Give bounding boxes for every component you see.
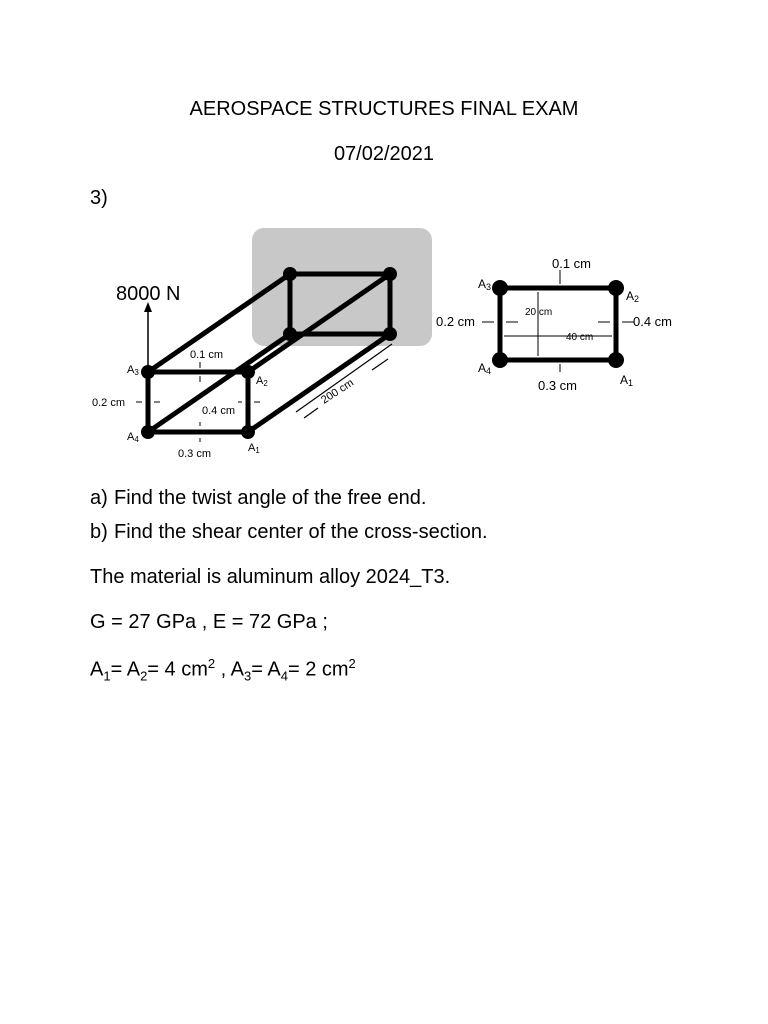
- areas-statement: $A_1= A_2= 4$ $cm^2$ , $A_3= A_4= 2$ $cm^2$: [90, 656, 356, 684]
- fixed-wall: [252, 228, 432, 346]
- part-b-label: b): [90, 521, 108, 543]
- part-a-label: a): [90, 487, 108, 509]
- cs-left-thickness: 0.2 cm: [436, 314, 476, 329]
- question-number: 3): [90, 187, 108, 209]
- left-side-thickness: 0.2 cm: [92, 397, 126, 409]
- exam-title: AEROSPACE STRUCTURES FINAL EXAM: [189, 98, 579, 120]
- material-statement: The material is aluminum alloy 2024_T3.: [90, 566, 451, 588]
- cs-right-thickness: 0.4 cm: [633, 314, 673, 329]
- cs-a1-label: A1: [620, 373, 634, 388]
- part-b-text: Find the shear center of the cross-section.: [114, 521, 488, 543]
- left-a1-label: A1: [248, 442, 260, 455]
- left-a2-label: A2: [256, 375, 268, 388]
- cs-height: 20 cm: [525, 307, 553, 318]
- left-a3-label: A3: [127, 364, 139, 377]
- cross-section-booms: [492, 280, 624, 368]
- moduli-statement: G = 27 GPa , E = 72 GPa ;: [90, 611, 328, 633]
- cs-a4-label: A4: [478, 361, 492, 376]
- structure-figure: [90, 222, 682, 472]
- part-a-text: Find the twist angle of the free end.: [114, 487, 427, 509]
- part-b: [90, 521, 488, 544]
- right-side-thickness: 0.4 cm: [202, 405, 236, 417]
- cs-width: 40 cm: [566, 332, 594, 343]
- beam-length: 200 cm: [319, 376, 356, 407]
- left-a4-label: A4: [127, 431, 139, 444]
- load-label: 8000 N: [116, 283, 181, 305]
- exam-date: 07/02/2021: [333, 143, 435, 165]
- cs-bottom-thickness: 0.3 cm: [538, 378, 578, 393]
- part-a: [90, 487, 426, 510]
- cs-a2-label: A2: [626, 289, 640, 304]
- cs-top-thickness: 0.1 cm: [552, 256, 592, 271]
- bottom-thickness: 0.3 cm: [178, 448, 212, 460]
- cross-section-frame: [500, 288, 616, 360]
- cs-a3-label: A3: [478, 277, 492, 292]
- left-top-thickness: 0.1 cm: [190, 349, 224, 361]
